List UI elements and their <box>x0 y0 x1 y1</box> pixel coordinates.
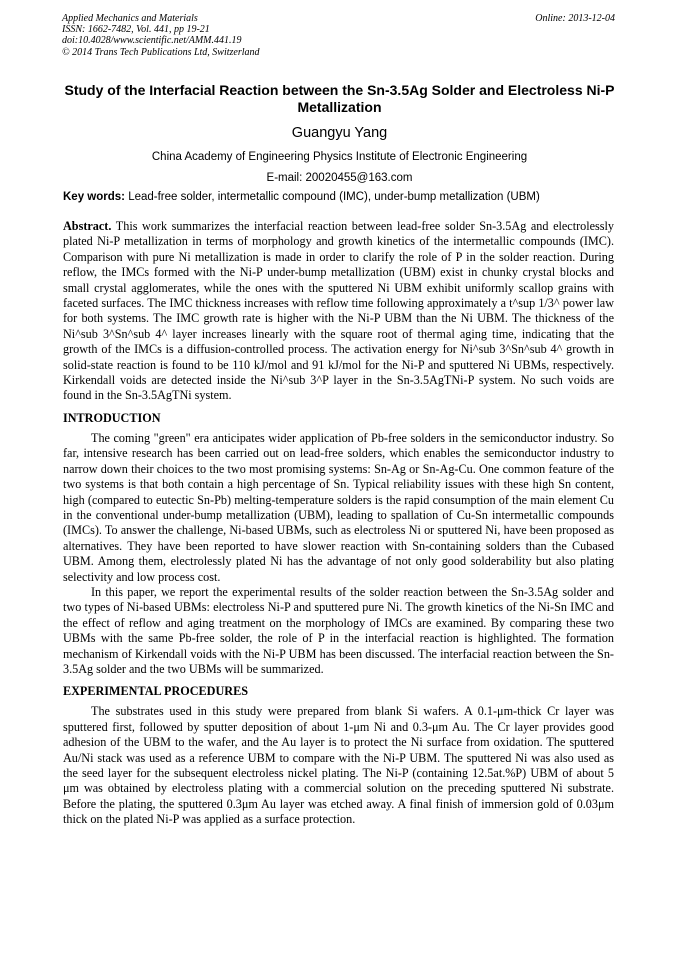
doi-line: doi:10.4028/www.scientific.net/AMM.441.19 <box>62 35 242 47</box>
introduction-paragraph: The coming "green" era anticipates wider application of Pb-free solders in the semiconductor industry. So far, intensive research has been carried out on lead-free solders, which enables the semiconductor industry to narrow down their choices to the two most promising systems: Sn-Ag or Sn-Ag-Cu. One common feature of the two systems is that both contain a high percentage of Sn. Typical reliability issues with these high Sn content, high (compared to eutectic Sn-Pb) melting-temperature solders is the rapid consumption of the main element Cu in the conventional under-bump metallization (UBM), leading to spallation of Cu-Sn intermetallic compounds (IMCs). To answer the challenge, Ni-based UBMs, such as electroless Ni or sputtered Ni, have been proposed as alternatives. They have been reported to have slower reaction with Sn-containing solders than the Cubased UBM. Among them, electrolessly plated Ni has the advantage of not only good solderability but also plating selectivity and low process cost. <box>63 430 614 584</box>
keywords-label: Key words: <box>63 191 125 203</box>
author-email: E-mail: 20020455@163.com <box>266 172 413 184</box>
issn-line: ISSN: 1662-7482, Vol. 441, pp 19-21 <box>62 24 210 36</box>
keywords-text: Lead-free solder, intermetallic compound (IMC), under-bump metallization (UBM) <box>128 191 540 203</box>
copyright-line: © 2014 Trans Tech Publications Ltd, Switzerland <box>62 46 260 58</box>
paper-body <box>63 219 614 828</box>
journal-name: Applied Mechanics and Materials <box>62 13 198 24</box>
journal-header <box>62 13 617 58</box>
experimental-heading: EXPERIMENTAL PROCEDURES <box>63 684 248 699</box>
experimental-paragraph: The substrates used in this study were prepared from blank Si wafers. A 0.1-μm-thick Cr layer was sputtered first, followed by sputter deposition of about 1-μm Ni and 0.3-μm Au. The Cr layer provides good adhesion of the UBM to the wafer, and the Au layer is to protect the Ni surface from oxidation. The sputtered Au/Ni stack was used as a reference UBM to compare with the Ni-P UBM. The sputtered Ni was also used as the seed layer for the subsequent electroless nickel plating. The Ni-P (containing 12.5at.%P) UBM of about 5 μm was obtained by electroless plating with a commercial solution on the preceding sputtered Ni substrate. Before the plating, the sputtered 0.3μm Au layer was etched away. A final finish of immersion gold of 0.03μm thick on the plated Ni-P was applied as a surface protection. <box>63 704 614 827</box>
keywords <box>63 190 618 204</box>
introduction-heading: INTRODUCTION <box>63 410 161 425</box>
abstract-text: This work summarizes the interfacial reaction between lead-free solder Sn-3.5Ag and electrolessly plated Ni-P metallization in terms of morphology and growth kinetics of the intermetallic compounds (IMC). Comparison with pure Ni metallization is made in order to clarify the role of P in the solder reaction. During reflow, the IMCs formed with the Ni-P under-bump metallization (UBM) exist in chunky crystal blocks and small crystal agglomerates, while the ones with the sputtered Ni UBM exhibit uniformly scallop grains with faceted surfaces. The IMC thickness increases with reflow time following approximately a t^sup 1/3^ power law for both systems. The IMC growth rate is higher with the Ni-P UBM than the Ni UBM. The thickness of the Ni^sub 3^Sn^sub 4^ layer increases linearly with the square root of thermal aging time, indicating that the growth of the IMCs is a diffusion-controlled process. The activation energy for Ni^sub 3^Sn^sub 4^ growth in solid-state reaction is found to be 110 kJ/mol and 91 kJ/mol for the Ni-P and sputtered Ni UBMs, respectively. Kirkendall voids are detected inside the Ni^sub 3^P layer in the Sn-3.5AgTNi-P system. No such voids are found in the Sn-3.5AgTNi system. <box>63 219 614 403</box>
affiliation: China Academy of Engineering Physics Institute of Electronic Engineering <box>151 151 528 163</box>
abstract <box>63 219 614 404</box>
abstract-label: Abstract. <box>63 219 112 233</box>
author-name: Guangyu Yang <box>291 125 388 141</box>
introduction-paragraph: In this paper, we report the experimental results of the solder reaction between the Sn-3.5Ag solder and two types of Ni-based UBMs: electroless Ni-P and sputtered pure Ni. The growth kinetics of the Ni-Sn IMC and the effect of reflow and aging treatment on the morphology of IMCs are examined. By comparing these two UBMs with the same Pb-free solder, the role of P in the interfacial reaction is highlighted. The formation mechanism of Kirkendall voids with the Ni-P UBM has been discussed. The interfacial reaction between the Sn-3.5Ag solder and the two UBMs will be summarized. <box>63 584 614 676</box>
paper-title: Study of the Interfacial Reaction between the Sn-3.5Ag Solder and Electroless Ni-P Metallization <box>64 82 615 115</box>
online-date: Online: 2013-12-04 <box>535 13 615 24</box>
